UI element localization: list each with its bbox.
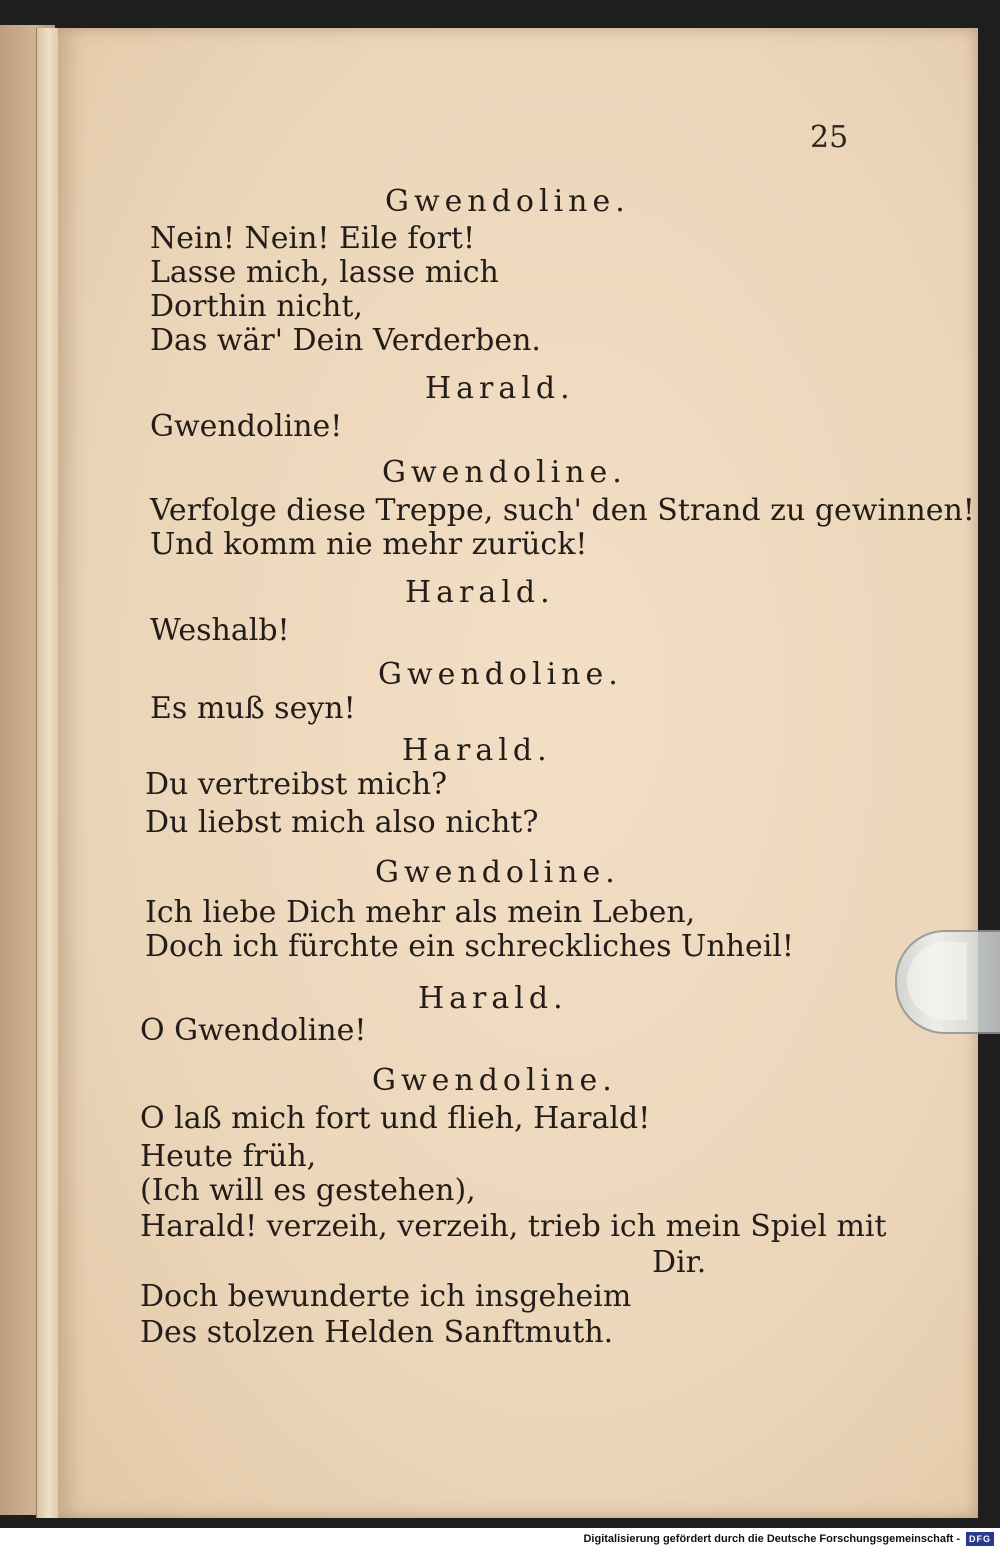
verse-line: Des stolzen Helden Sanftmuth. xyxy=(140,1315,614,1350)
verse-line: Das wär' Dein Verderben. xyxy=(150,323,541,358)
verse-line: Und komm nie mehr zurück! xyxy=(150,527,588,562)
page-clip-highlight xyxy=(907,942,967,1020)
verse-line: Nein! Nein! Eile fort! xyxy=(150,221,476,256)
page-number: 25 xyxy=(810,120,849,155)
speaker-heading-gwendoline: Gwendoline. xyxy=(385,184,630,219)
speaker-heading-harald: Harald. xyxy=(425,371,575,406)
verse-line: Lasse mich, lasse mich xyxy=(150,255,499,290)
dfg-logo: DFG xyxy=(966,1532,994,1546)
speaker-heading-gwendoline: Gwendoline. xyxy=(378,657,623,692)
verse-line: Gwendoline! xyxy=(150,409,343,444)
verse-line: Heute früh, xyxy=(140,1139,317,1174)
verse-line: Ich liebe Dich mehr als mein Leben, xyxy=(145,895,696,930)
speaker-heading-harald: Harald. xyxy=(418,981,568,1016)
verse-line: Du liebst mich also nicht? xyxy=(145,805,539,840)
verse-line: Weshalb! xyxy=(150,613,290,648)
speaker-heading-gwendoline: Gwendoline. xyxy=(375,855,620,890)
speaker-heading-gwendoline: Gwendoline. xyxy=(372,1063,617,1098)
verse-line: Verfolge diese Treppe, such' den Strand zu gewinnen! xyxy=(150,493,975,528)
verse-line: Doch ich fürchte ein schreckliches Unheil! xyxy=(145,929,794,964)
verse-line: Harald! verzeih, verzeih, trieb ich mein Spiel mit xyxy=(140,1209,887,1244)
verse-line: O Gwendoline! xyxy=(140,1013,367,1048)
verse-line: Du vertreibst mich? xyxy=(145,767,448,802)
speaker-heading-harald: Harald. xyxy=(405,575,555,610)
digitization-credit-bar xyxy=(0,1528,1000,1551)
verse-line: Es muß seyn! xyxy=(150,691,356,726)
verse-line: Dorthin nicht, xyxy=(150,289,363,324)
verse-line: Doch bewunderte ich insgeheim xyxy=(140,1279,632,1314)
verse-line: (Ich will es gestehen), xyxy=(140,1173,476,1208)
page-clip-tab xyxy=(895,930,1000,1034)
verse-line: O laß mich fort und flieh, Harald! xyxy=(140,1101,651,1136)
speaker-heading-harald: Harald. xyxy=(402,733,552,768)
verse-line-continuation: Dir. xyxy=(652,1245,707,1280)
digitization-credit: Digitalisierung gefördert durch die Deutsche Forschungsgemeinschaft - xyxy=(583,1533,960,1545)
speaker-heading-gwendoline: Gwendoline. xyxy=(382,455,627,490)
